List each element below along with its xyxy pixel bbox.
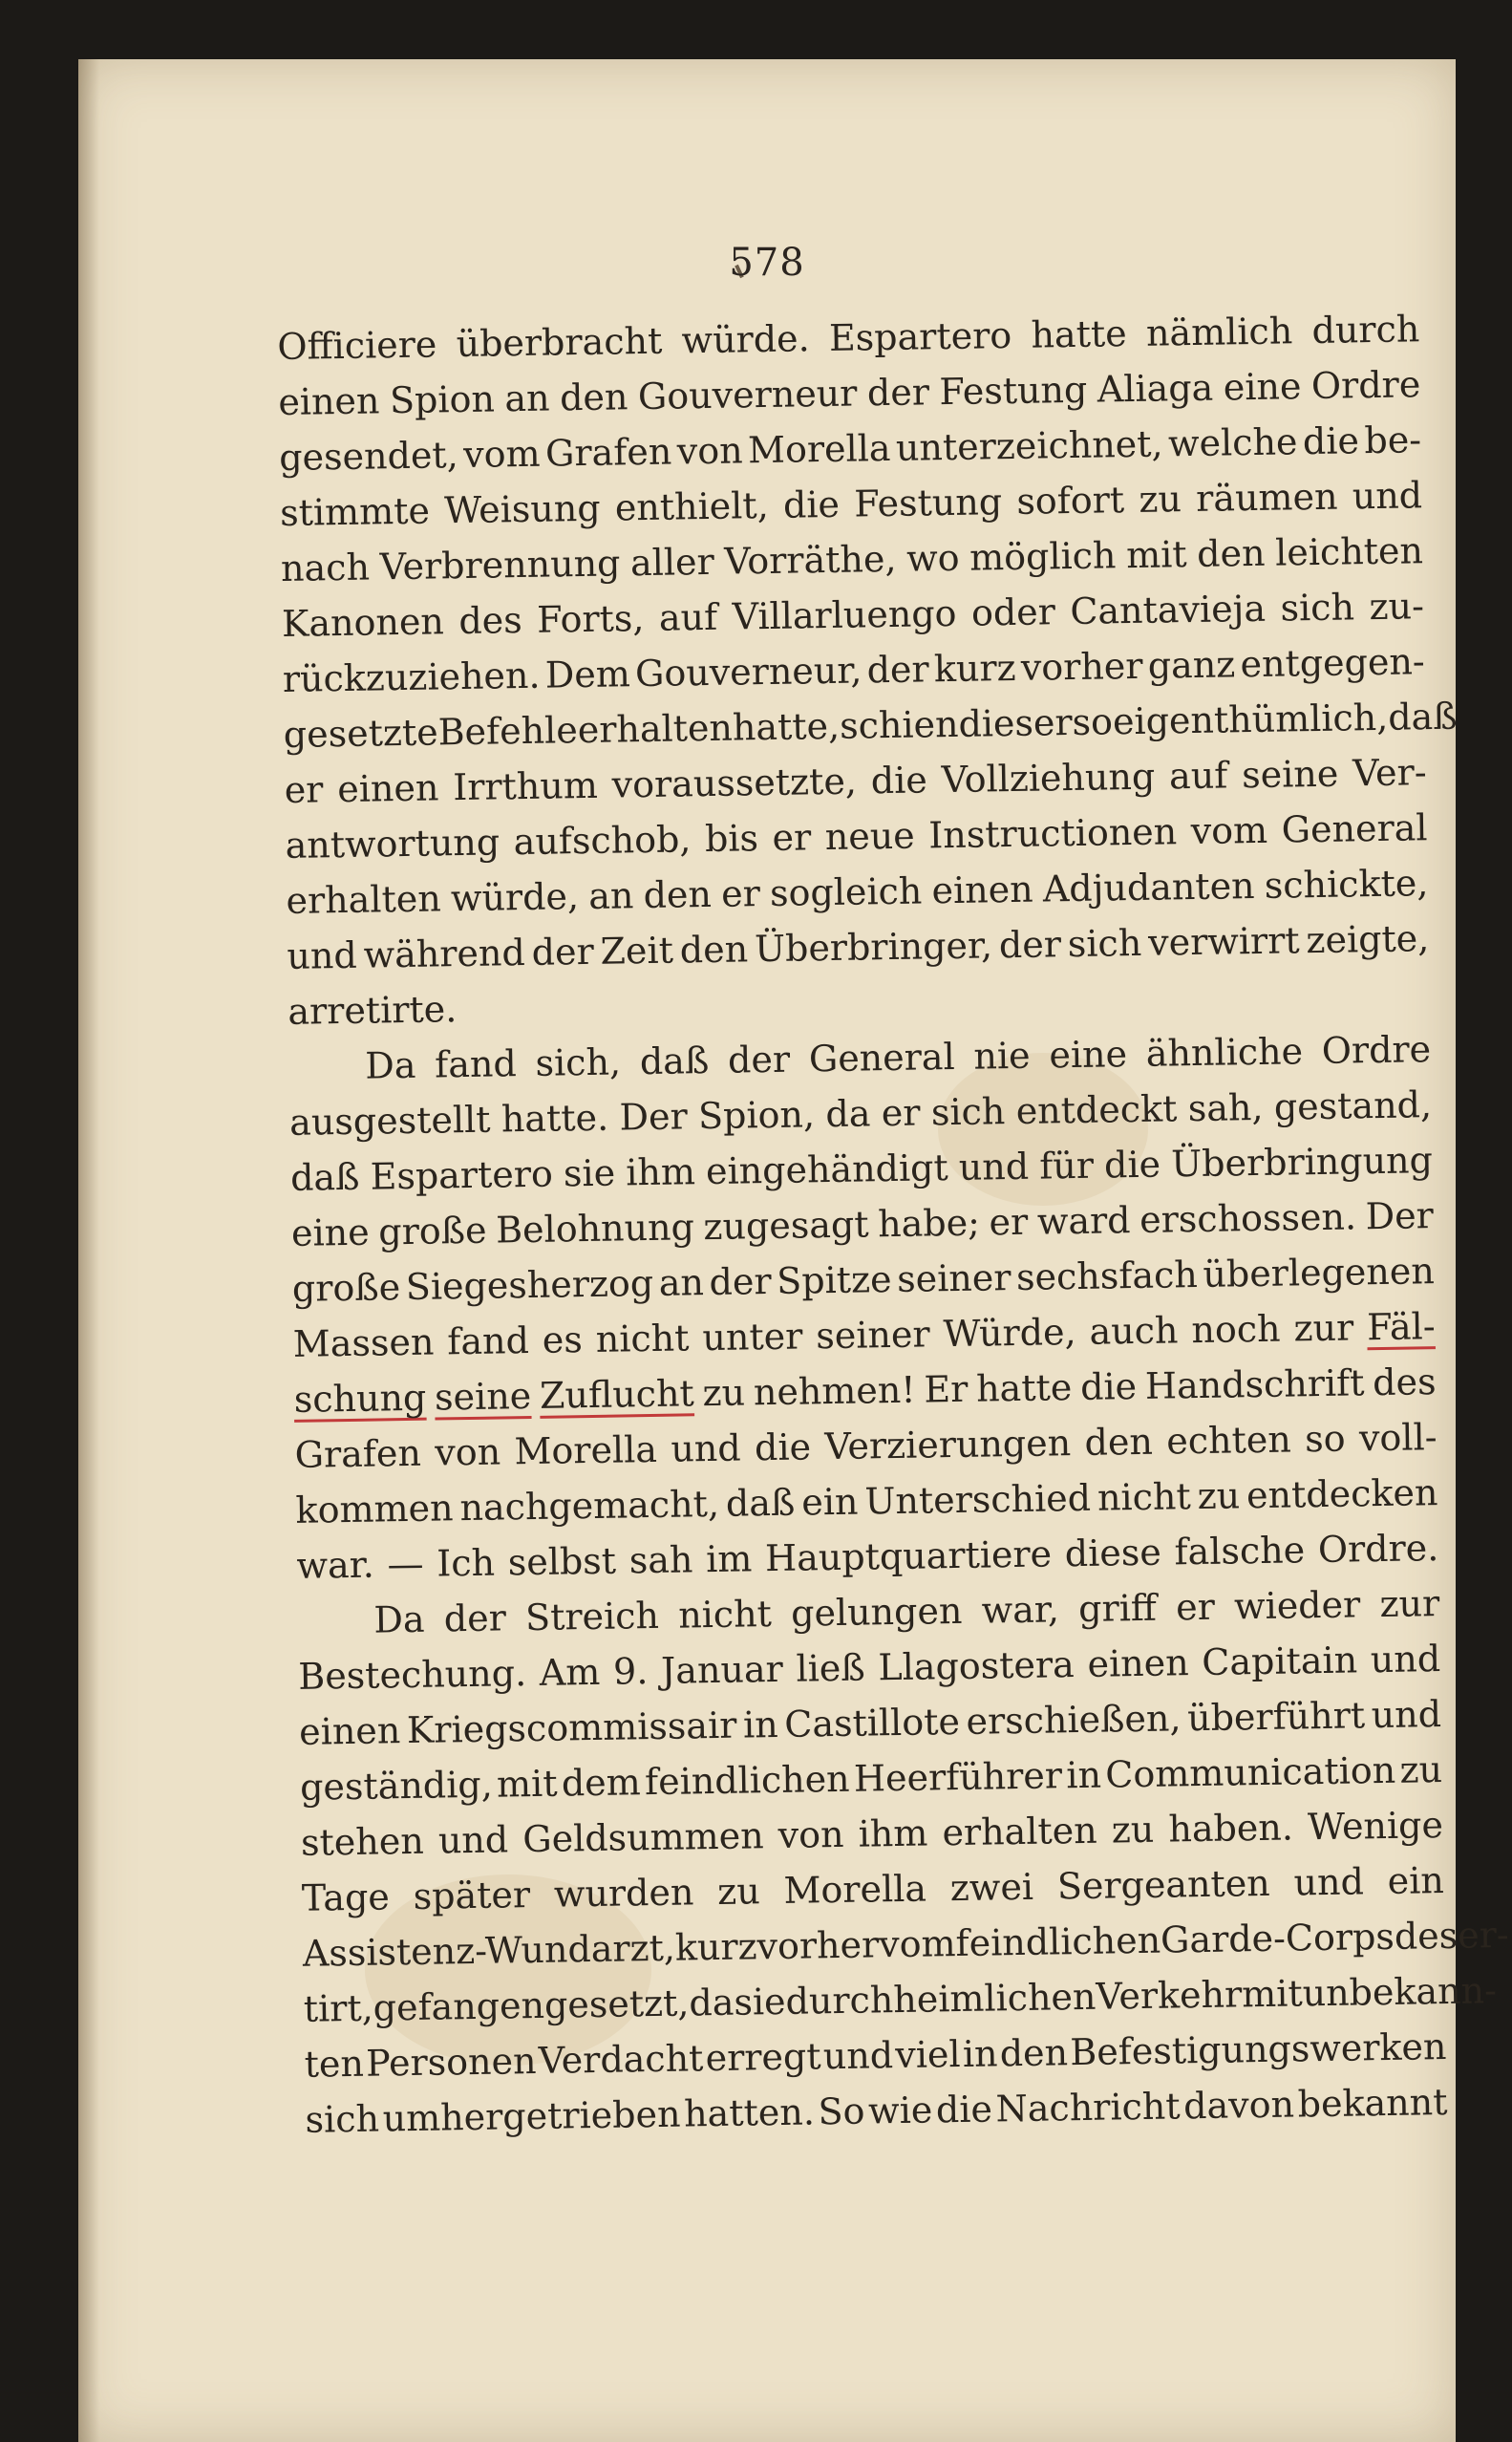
word: erhalten [286, 877, 442, 922]
word: Festung [939, 368, 1088, 414]
word: durch [785, 1979, 894, 2023]
word: daß [639, 1039, 710, 1083]
word: vorher [756, 1923, 880, 1968]
word: würde. [681, 317, 810, 362]
word: Geldsummen [522, 1814, 764, 1861]
word: gestand, [1273, 1083, 1433, 1128]
word: den [1084, 1420, 1154, 1464]
word: an [504, 376, 550, 420]
word: zur [1379, 1582, 1440, 1626]
word: Überbringung [1170, 1139, 1434, 1186]
word: Vollziehung [941, 755, 1156, 802]
word: ganz [1147, 643, 1236, 687]
word: Llagostera [878, 1643, 1075, 1689]
word: vorher [1020, 644, 1143, 689]
word: Kanonen [281, 600, 445, 645]
word: erschießen, [966, 1697, 1182, 1743]
word: so [1072, 700, 1114, 743]
word: Garde-Corps [1160, 1915, 1395, 1961]
word: und [1293, 1860, 1365, 1904]
word: Befehle [437, 709, 579, 754]
word: die [1302, 419, 1360, 463]
word: Befestigungswerken [1069, 2024, 1447, 2074]
word: Ordre. [1317, 1527, 1439, 1572]
word: durch [1311, 308, 1420, 352]
word: da [689, 1981, 735, 2024]
word: zugesagt [703, 1203, 869, 1249]
word: wie [867, 2089, 933, 2132]
word: nie [973, 1034, 1031, 1078]
word: er [720, 872, 761, 915]
word: an [587, 874, 634, 917]
word: der [531, 930, 595, 974]
word: Verbrennung [379, 542, 621, 589]
word: mit [1125, 533, 1187, 577]
word: auf [1168, 754, 1228, 798]
word: erhalten [942, 1809, 1097, 1854]
word: des [458, 599, 523, 643]
word: der [727, 1038, 791, 1082]
word: die [1079, 1365, 1138, 1408]
word: Aliaga [1097, 366, 1214, 411]
word: und [1370, 1638, 1441, 1682]
word: aller [629, 540, 715, 585]
word: Spitze [776, 1258, 892, 1302]
word: während [363, 932, 526, 976]
word: sofort [1016, 479, 1125, 523]
word: sogleich [769, 869, 923, 914]
word: an [658, 1261, 705, 1304]
word: Spion [389, 377, 496, 422]
word: überbracht [456, 319, 663, 366]
word: kurz [674, 1925, 757, 1969]
word: Nachricht [995, 2085, 1181, 2131]
word: ward [1036, 1199, 1131, 1243]
word: und [822, 2034, 894, 2078]
word: Streich [524, 1594, 660, 1639]
word: — [387, 1542, 424, 1586]
word: selbst [507, 1539, 617, 1584]
word: zu [716, 1870, 761, 1913]
word: Zeit [600, 929, 674, 973]
word: Überbringer, [754, 924, 993, 971]
word: räumen [1195, 475, 1338, 520]
word: Morella [783, 1867, 927, 1912]
word: und [287, 933, 358, 977]
word: Communication [1104, 1748, 1396, 1796]
word: ten [304, 2042, 365, 2086]
page-body-text [277, 301, 1510, 2148]
word: erschossen. [1139, 1195, 1357, 1241]
word: wurden [553, 1871, 694, 1916]
word: große [377, 1209, 487, 1253]
word: Gouverneur, [634, 649, 862, 696]
word: Verzierungen [824, 1422, 1072, 1468]
word: den [679, 928, 749, 972]
word: Kriegscommissair [406, 1703, 737, 1752]
word: diese [1064, 1531, 1162, 1575]
word: die [935, 2088, 993, 2131]
word: hatten. [683, 2090, 816, 2135]
word: möglich [969, 534, 1117, 579]
word: eine [1049, 1033, 1128, 1077]
word: in [742, 1703, 778, 1746]
word: schung [293, 1376, 427, 1421]
word: er [989, 1200, 1029, 1244]
word: enthielt, [614, 483, 770, 529]
word: oder [970, 590, 1056, 634]
word: Der [619, 1095, 689, 1139]
word: ein [800, 1480, 859, 1524]
word: der [709, 1259, 772, 1304]
word: zu [1399, 1748, 1443, 1791]
word: er [881, 1091, 921, 1135]
word: hatte [975, 1366, 1073, 1410]
word: und [437, 1818, 509, 1862]
word: Grafen [294, 1431, 422, 1476]
word: stehen [300, 1819, 425, 1864]
word: Würde, [943, 1310, 1076, 1356]
word: entdeckt [1015, 1087, 1178, 1132]
word: heimlichen [892, 1975, 1097, 2022]
word: echten [1165, 1418, 1292, 1463]
word: Verkehr [1096, 1973, 1243, 2018]
word: 9. [612, 1650, 649, 1693]
word: Ver- [1352, 751, 1427, 795]
word: wo [905, 536, 960, 580]
word: Assistenz-Wundarzt, [302, 1926, 676, 1975]
word: hatte. [500, 1096, 609, 1141]
word: vom [462, 432, 541, 476]
word: Siegesherzog [405, 1261, 654, 1309]
word: neue [824, 814, 916, 859]
word: eine [1223, 365, 1302, 409]
word: unterzeichnet, [895, 422, 1163, 469]
word: be- [1364, 418, 1422, 462]
word: Wenige [1307, 1804, 1444, 1849]
word: auf [658, 595, 718, 639]
word: Verdacht [538, 2037, 704, 2082]
word: den [559, 375, 628, 419]
word: der [866, 371, 930, 415]
word: Festung [853, 481, 1003, 525]
word: welche [1167, 420, 1298, 465]
word: der [866, 648, 929, 692]
word: würde, [450, 875, 580, 920]
word: Adjudanten [1042, 864, 1255, 910]
word: haben. [1168, 1806, 1294, 1851]
word: im [705, 1537, 753, 1581]
word: Hauptquartiere [764, 1532, 1053, 1580]
word: zu [1111, 1808, 1155, 1852]
word: Cantavieja [1070, 587, 1267, 632]
word: zu [1197, 1474, 1241, 1518]
word: die [782, 482, 841, 526]
word: davon [1182, 2083, 1295, 2128]
word: nach [280, 546, 371, 589]
word: Der [1365, 1194, 1435, 1238]
word: Espartero [370, 1152, 554, 1198]
word: Er [924, 1367, 969, 1411]
word: nämlich [1145, 310, 1293, 354]
word: Capitain [1201, 1639, 1358, 1683]
word: erregt [705, 2035, 821, 2080]
word: ein [1387, 1859, 1445, 1902]
word: mit [496, 1762, 558, 1806]
word: einen [278, 379, 380, 423]
word: von [676, 429, 743, 473]
word: sich [1280, 586, 1355, 630]
word: in [962, 2032, 998, 2075]
word: einen [1087, 1641, 1189, 1685]
word: und [958, 1145, 1030, 1189]
word: Da [373, 1597, 425, 1641]
word: von [434, 1430, 501, 1474]
word: schien [839, 702, 959, 747]
word: Heerführer [853, 1754, 1063, 1800]
word: Villarluengo [732, 591, 957, 638]
word: zwei [949, 1865, 1034, 1910]
word: geständig, [299, 1763, 494, 1809]
word: daß [289, 1155, 360, 1199]
word: nicht [677, 1593, 773, 1637]
word: stimmte [279, 489, 431, 534]
word: zu- [1369, 585, 1425, 629]
word: seiner [896, 1256, 1012, 1300]
word: leichten [1274, 529, 1424, 574]
word: dieser [958, 700, 1073, 745]
word: Ordre [1310, 363, 1421, 407]
word: Bestechung. [297, 1652, 527, 1698]
word: da [825, 1092, 871, 1136]
word: unter [702, 1315, 803, 1360]
word: voll- [1358, 1416, 1437, 1460]
word: fand [447, 1318, 530, 1363]
word: einen [336, 766, 439, 811]
word: vom [1190, 808, 1268, 853]
word: für [1038, 1144, 1095, 1188]
word: nachgemacht, [459, 1482, 720, 1530]
word: große [291, 1266, 401, 1310]
word: sah, [1187, 1085, 1264, 1130]
word: erhalten [577, 706, 734, 752]
word: später [413, 1874, 531, 1917]
word: wieder [1233, 1583, 1361, 1628]
word: er [284, 768, 324, 811]
word: Belohnung [495, 1206, 695, 1252]
word: war. [296, 1543, 375, 1587]
word: falsche [1174, 1529, 1306, 1574]
word: zeigte, [1306, 917, 1430, 962]
word: sah [628, 1538, 693, 1582]
word: überführt [1186, 1694, 1366, 1740]
word: habe; [877, 1201, 981, 1246]
word: antwortung [285, 821, 500, 867]
word: deser- [1394, 1913, 1510, 1958]
word: gesetzt, [543, 1981, 690, 2026]
word: zu [702, 1371, 746, 1415]
word: ihm [625, 1150, 696, 1194]
word: Grafen [544, 430, 672, 475]
word: seine [434, 1374, 532, 1419]
word: Januar [660, 1647, 784, 1692]
word: So [818, 2089, 865, 2133]
word: sich, [535, 1040, 622, 1084]
word: Spion, [697, 1093, 816, 1138]
word: die [754, 1425, 812, 1469]
word: unbekann- [1302, 1969, 1498, 2015]
word: Dem [544, 653, 631, 696]
word: Ich [436, 1541, 496, 1585]
word: noch [1191, 1307, 1281, 1352]
word: seine [1241, 752, 1339, 797]
word: kommen [295, 1487, 454, 1532]
word: Weisung [443, 486, 601, 532]
word: gesetzte [283, 711, 439, 756]
word: nicht [1097, 1475, 1191, 1519]
word: entdecken [1246, 1471, 1438, 1517]
word: griff [1077, 1586, 1158, 1630]
word: umhergetrieben [382, 2092, 681, 2140]
word: des [1372, 1360, 1437, 1404]
word: war, [981, 1588, 1060, 1632]
word: nehmen! [753, 1368, 916, 1414]
word: Ordre [1321, 1028, 1432, 1072]
word: Personen [365, 2039, 537, 2085]
word: von [777, 1812, 844, 1856]
word: zur [1293, 1306, 1354, 1350]
word: Morella [514, 1427, 658, 1473]
word: Gouverneur [637, 372, 858, 418]
word: seiner [815, 1313, 930, 1358]
word: Massen [292, 1320, 435, 1365]
word: bekannt [1297, 2080, 1448, 2126]
word: sich [930, 1090, 1006, 1134]
word: es [542, 1318, 584, 1361]
word: gesendet, [278, 434, 459, 479]
word: sich [305, 2097, 380, 2141]
word: Officiere [277, 323, 437, 368]
word: gefangen [373, 1983, 545, 2029]
word: hatte, [732, 704, 841, 749]
page-gutter-shadow [78, 59, 99, 2442]
word: gelungen [790, 1589, 963, 1635]
word: eigenthümlich, [1112, 696, 1389, 743]
word: den [1196, 531, 1266, 575]
word: er [772, 816, 812, 859]
word: den [999, 2031, 1069, 2075]
word: verwirrt [1147, 919, 1300, 964]
word: voraussetzte, [611, 760, 858, 806]
word: der [443, 1596, 507, 1640]
word: Castillote [783, 1700, 961, 1746]
word: er [1175, 1585, 1216, 1629]
word: Fäl- [1366, 1305, 1436, 1349]
word: Zuflucht [539, 1372, 695, 1417]
word: Espartero [828, 313, 1012, 359]
word: die [870, 759, 928, 803]
word: Morella [747, 426, 891, 472]
word: General [1281, 806, 1428, 851]
word: Irrthum [452, 763, 599, 809]
word: Instructionen [927, 810, 1178, 857]
word: fand [434, 1042, 518, 1086]
word: sechsfach [1015, 1253, 1199, 1298]
word: Unterschied [864, 1476, 1092, 1523]
word: bis [704, 817, 759, 861]
word: sie [734, 1980, 786, 2024]
page-number: 578 [729, 241, 805, 285]
word: Forts, [536, 597, 645, 641]
word: viel [894, 2032, 961, 2077]
word: und [1352, 474, 1423, 518]
word: schickte, [1264, 862, 1429, 907]
word: ihm [858, 1811, 928, 1855]
word: daß [1387, 695, 1458, 739]
word: in [1066, 1753, 1102, 1797]
word: eingehändigt [705, 1146, 949, 1193]
word: überlegenen [1203, 1250, 1436, 1296]
word: sie [563, 1151, 616, 1195]
word: ähnliche [1145, 1030, 1304, 1075]
word: aufschob, [513, 818, 692, 864]
word: rückzuziehen. [282, 653, 541, 700]
word: die [1103, 1143, 1161, 1187]
word: so [1304, 1417, 1346, 1461]
word: ausgestellt [288, 1098, 491, 1144]
word: sich [1067, 921, 1142, 966]
word: eine [290, 1210, 370, 1254]
word: kurz [933, 646, 1016, 691]
word: einen [931, 868, 1033, 912]
word: entgegen- [1240, 640, 1426, 686]
word: Sergeanten [1056, 1861, 1271, 1908]
word: dem [561, 1761, 642, 1805]
word: hatte [1031, 312, 1128, 356]
word: nicht [595, 1317, 690, 1360]
word: vom [878, 1922, 956, 1966]
word: auch [1089, 1309, 1179, 1353]
word: Handschrift [1144, 1361, 1365, 1407]
word: Da [364, 1043, 416, 1087]
word: den [643, 872, 713, 917]
word: Vorräthe, [723, 537, 897, 583]
word: Am [539, 1650, 601, 1694]
word: feindlichen [644, 1757, 850, 1804]
word: Tage [301, 1875, 391, 1919]
word: feindlichen [955, 1918, 1161, 1965]
word: ließ [796, 1646, 866, 1690]
word: der [998, 923, 1062, 967]
word: daß [725, 1481, 796, 1525]
word: und [1371, 1693, 1442, 1737]
word: einen [298, 1709, 401, 1753]
word: tirt, [303, 1986, 374, 2030]
word: mit [1241, 1972, 1304, 2016]
word: und [671, 1426, 741, 1470]
word: General [808, 1035, 955, 1081]
word: arretirte. [287, 988, 458, 1033]
word: zu [1139, 478, 1182, 521]
